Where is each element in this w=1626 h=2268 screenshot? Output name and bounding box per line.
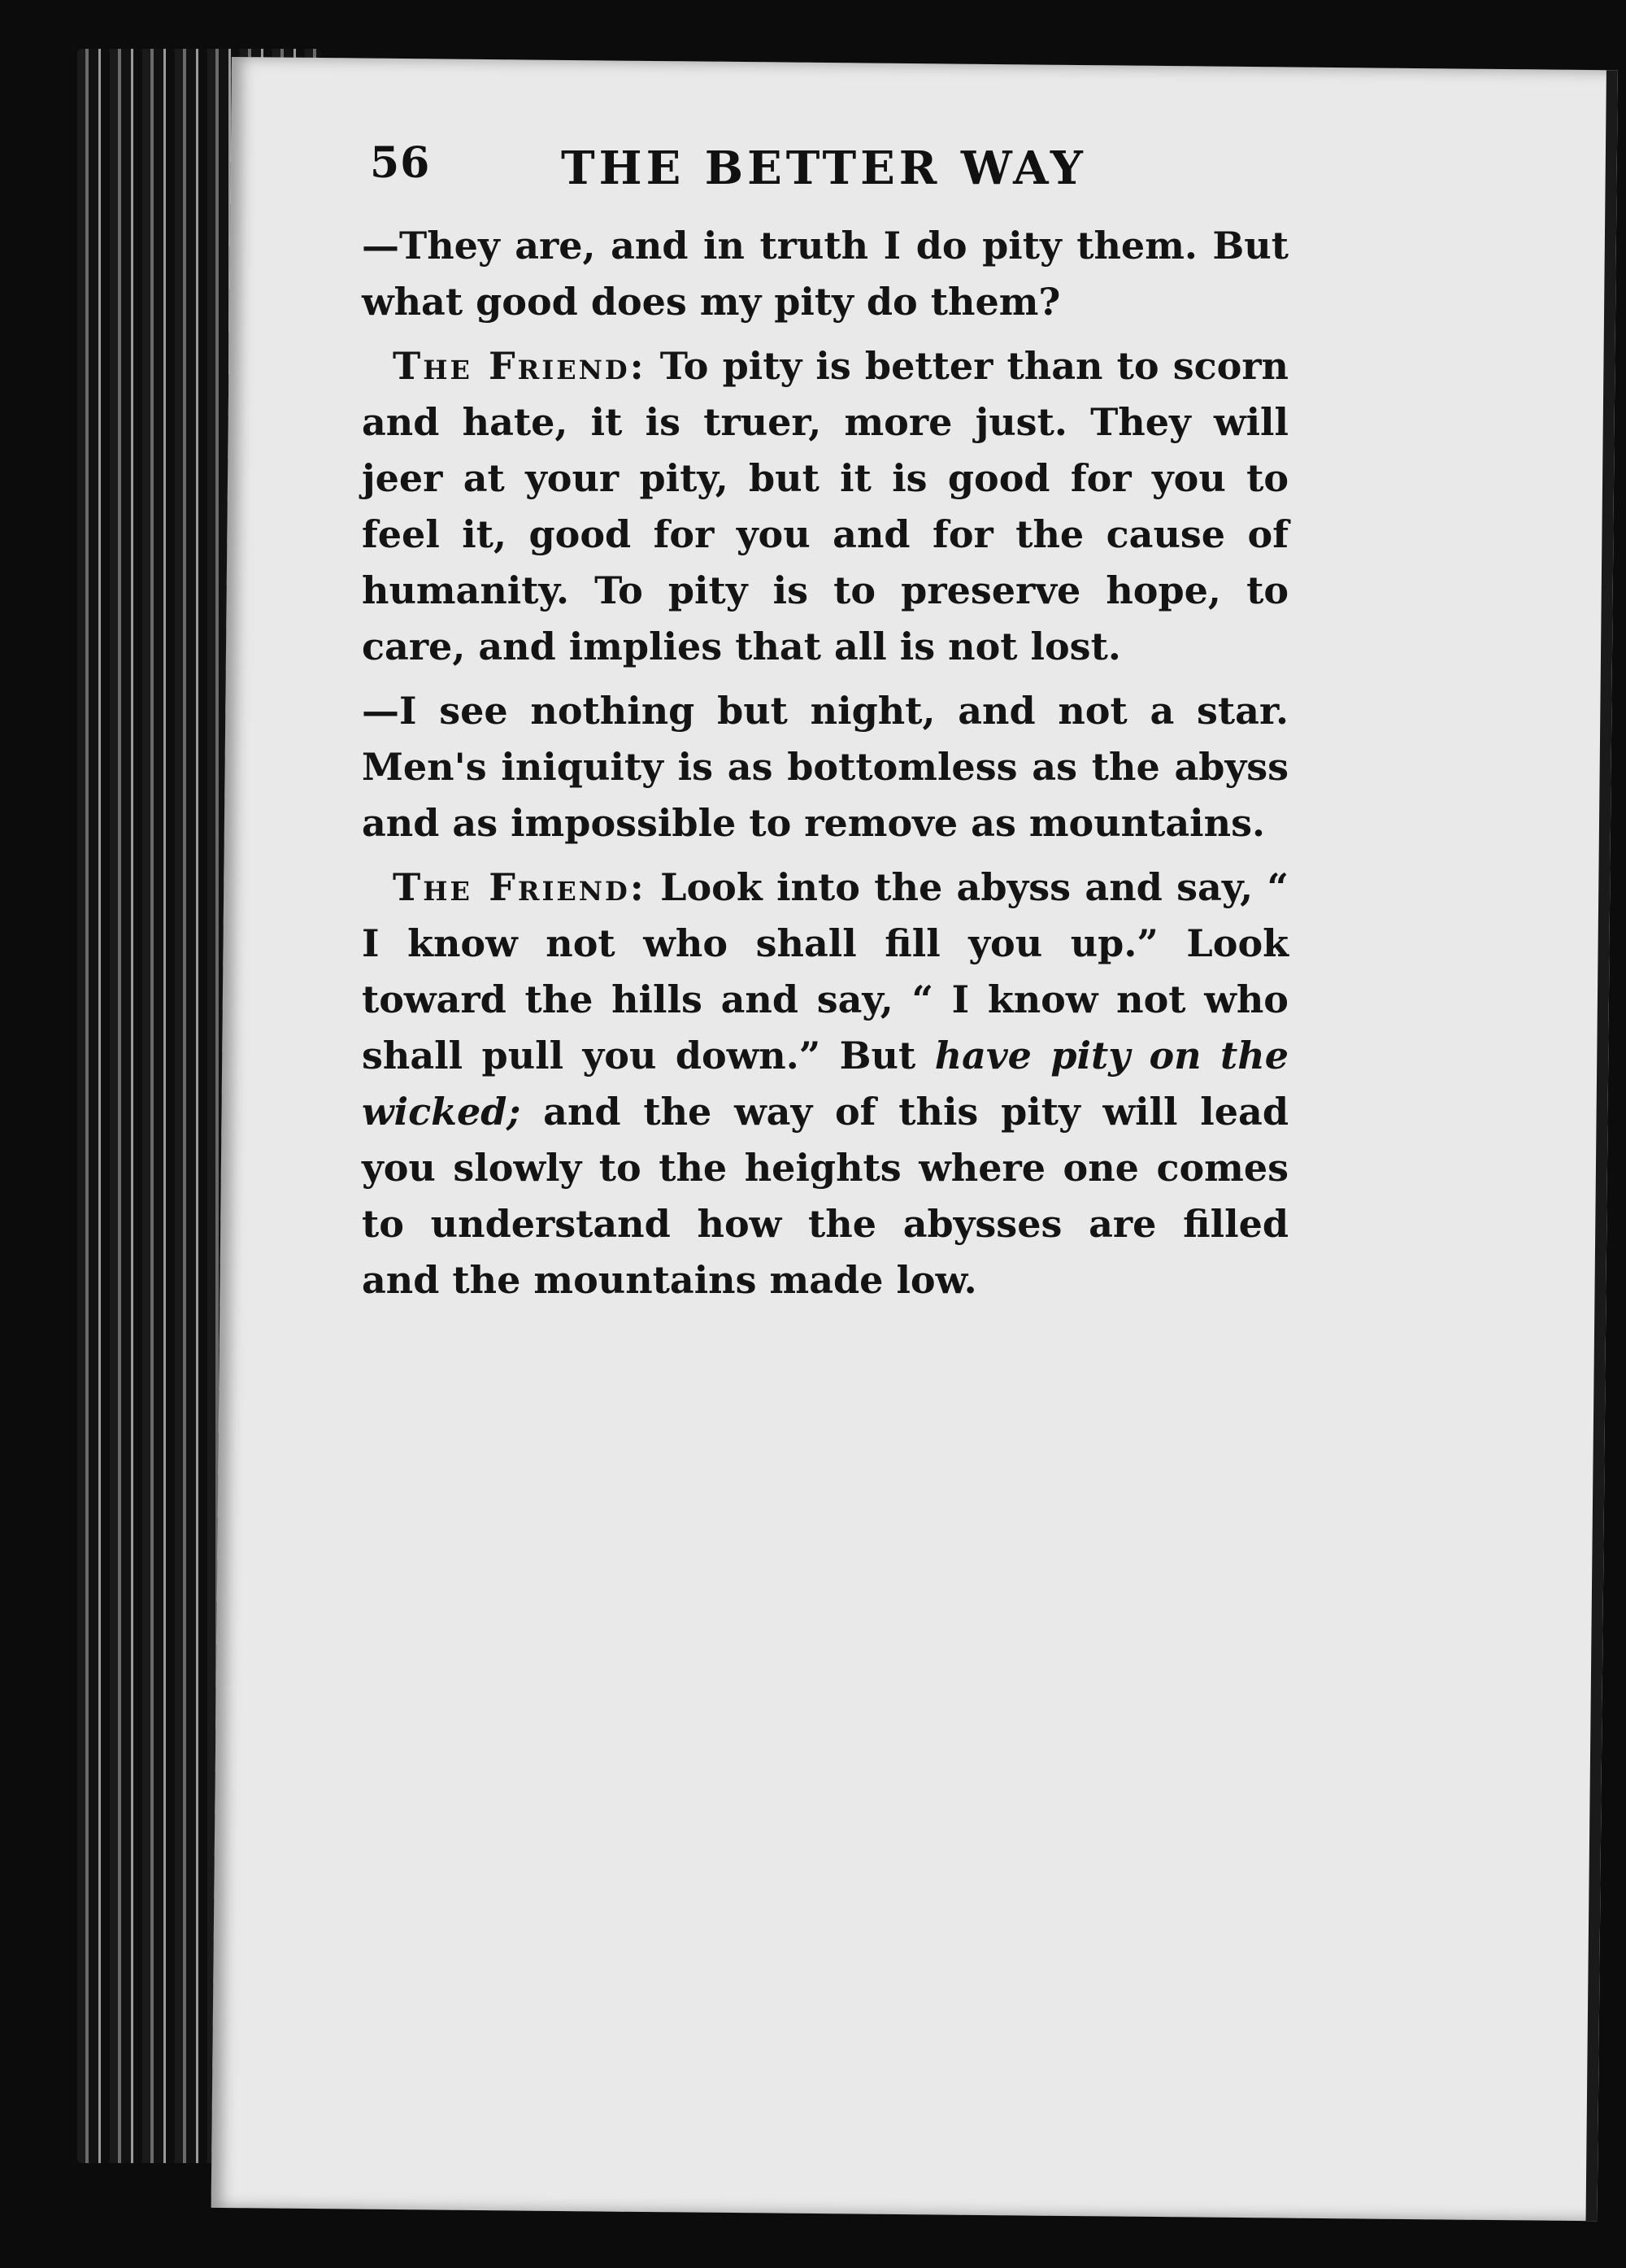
running-head xyxy=(370,138,1305,211)
page-right-edge xyxy=(1586,70,1618,2221)
paragraph-text: Look into the abyss and say, “ I know not who shall fill you up.” Look toward the hills and say, “ I know not who shall pull you down.” But xyxy=(362,865,1289,1077)
body-text xyxy=(362,218,1289,1317)
speaker-label: The Friend: xyxy=(393,344,646,388)
italic-text: have pity on the wicked; xyxy=(362,1034,1289,1134)
paragraph xyxy=(362,338,1289,675)
speaker-label: The Friend: xyxy=(393,865,646,909)
paragraph-text: —I see nothing but night, and not a star. Men's iniquity is as bottomless as the abyss and as impossible to remove as mountains. xyxy=(362,689,1289,845)
running-title: THE BETTER WAY xyxy=(561,141,1087,195)
paragraph-text: —They are, and in truth I do pity them. But what good does my pity do them? xyxy=(362,224,1289,324)
paragraph-text: and the way of this pity will lead you slowly to the heights where one comes to understand how the abysses are filled and the mountains made low. xyxy=(362,1090,1289,1302)
page-number: 56 xyxy=(370,138,431,188)
paragraph xyxy=(362,860,1289,1308)
paragraph-text: To pity is better than to scorn and hate, it is truer, more just. They will jeer at your pity, but it is good for you to feel it, good for you and for the cause of humanity. To pity is to preserve hope, to care, and implies that all is not lost. xyxy=(362,344,1289,668)
paragraph xyxy=(362,218,1289,330)
paragraph xyxy=(362,683,1289,851)
